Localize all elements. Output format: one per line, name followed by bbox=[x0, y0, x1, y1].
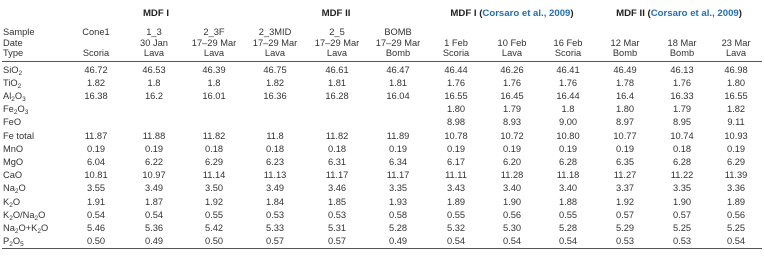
table-cell: 1.82 bbox=[86, 77, 106, 88]
row-label-part: O+K bbox=[18, 222, 38, 233]
table-cell: 0.53 bbox=[596, 235, 654, 249]
table-cell: 5.46 bbox=[86, 222, 106, 233]
table-cell: 1.76 bbox=[558, 77, 578, 88]
table-cell: 0.18 bbox=[265, 143, 285, 154]
table-cell: 0.18 bbox=[672, 143, 692, 154]
table-cell: 8.98 bbox=[446, 117, 466, 128]
table-cell: 9.00 bbox=[558, 117, 578, 128]
table-cell: 6.29 bbox=[726, 156, 746, 167]
header-cell: Scoria bbox=[68, 48, 124, 61]
table-cell: 1.90 bbox=[502, 196, 522, 207]
table-cell: 0.57 bbox=[615, 209, 635, 220]
table-cell: 0.50 bbox=[184, 235, 244, 249]
header-cell bbox=[484, 24, 540, 38]
table-cell bbox=[124, 116, 184, 129]
table-cell bbox=[306, 116, 368, 129]
header-cell bbox=[654, 24, 710, 38]
row-label bbox=[2, 61, 68, 77]
table-cell: 1.90 bbox=[672, 196, 692, 207]
table-cell: 0.57 bbox=[244, 235, 306, 249]
row-label-part: SiO bbox=[3, 64, 19, 75]
table-cell: 5.36 bbox=[144, 222, 164, 233]
table-cell: 16.01 bbox=[202, 90, 226, 101]
row-label-part: O bbox=[17, 104, 25, 115]
table-row bbox=[2, 235, 762, 249]
table-cell bbox=[368, 103, 428, 116]
header-cell: Bomb bbox=[596, 48, 654, 61]
header-cell bbox=[710, 24, 762, 38]
table-cell: 46.13 bbox=[670, 64, 694, 75]
row-label-part: Fe total bbox=[3, 130, 35, 141]
table-cell: 1.89 bbox=[446, 196, 466, 207]
table-cell: 10.72 bbox=[500, 130, 524, 141]
table-cell: 16.55 bbox=[724, 90, 748, 101]
row-label-part: 2 bbox=[34, 214, 39, 222]
row-label bbox=[2, 143, 68, 156]
table-row bbox=[2, 77, 762, 90]
table-cell: 11.17 bbox=[325, 170, 349, 181]
row-label-part: 2 bbox=[11, 95, 15, 103]
table-cell: 1.88 bbox=[558, 196, 578, 207]
table-cell: 0.54 bbox=[86, 209, 106, 220]
table-cell: 3.35 bbox=[388, 183, 408, 194]
table-cell: 5.30 bbox=[502, 222, 522, 233]
table-cell: 6.31 bbox=[327, 156, 347, 167]
row-label-part: Al bbox=[3, 90, 12, 101]
table-row bbox=[2, 61, 762, 77]
table-cell: 10.77 bbox=[613, 130, 637, 141]
table-cell: 10.93 bbox=[724, 130, 748, 141]
group-header-mdf1-corsaro-lead: MDF I ( bbox=[450, 7, 483, 19]
header-cell bbox=[540, 24, 596, 38]
row-label bbox=[2, 169, 68, 182]
group-header-mdf2: MDF II bbox=[321, 7, 351, 19]
header-row bbox=[2, 38, 762, 49]
table-cell: 16.04 bbox=[386, 90, 410, 101]
table-cell: 1.87 bbox=[144, 196, 164, 207]
row-label bbox=[2, 116, 68, 129]
table-cell: 0.19 bbox=[502, 143, 522, 154]
table-cell bbox=[184, 116, 244, 129]
table-cell: 3.40 bbox=[558, 183, 578, 194]
row-label-part: 2 bbox=[9, 214, 13, 222]
table-cell: 11.82 bbox=[325, 130, 349, 141]
row-label-part: O bbox=[41, 222, 49, 233]
table-cell: 1.76 bbox=[502, 77, 522, 88]
table-cell: 1.92 bbox=[204, 196, 224, 207]
table-cell: 0.56 bbox=[726, 209, 746, 220]
table-cell: 11.82 bbox=[202, 130, 226, 141]
header-cell: Lava bbox=[124, 48, 184, 61]
header-cell bbox=[68, 38, 124, 49]
table-cell: 0.57 bbox=[306, 235, 368, 249]
table-cell: 0.55 bbox=[446, 209, 466, 220]
group-header-mdf1-corsaro-tail: ) bbox=[570, 7, 574, 19]
table-cell: 0.18 bbox=[204, 143, 224, 154]
header-cell: 30 Jan bbox=[140, 37, 168, 48]
row-label-part: Na bbox=[3, 183, 15, 194]
table-cell: 0.53 bbox=[654, 235, 710, 249]
group-header-mdf1: MDF I bbox=[142, 7, 170, 19]
table-cell: 0.19 bbox=[86, 143, 106, 154]
row-label bbox=[2, 90, 68, 103]
header-cell: 10 Feb bbox=[497, 37, 527, 48]
table-cell: 11.27 bbox=[613, 170, 637, 181]
table-cell: 10.81 bbox=[84, 170, 108, 181]
table-header-rows bbox=[2, 24, 762, 61]
table-cell: 1.78 bbox=[615, 77, 635, 88]
header-cell: 12 Mar bbox=[610, 37, 640, 48]
header-cell: Bomb bbox=[368, 48, 428, 61]
header-cell: 18 Mar bbox=[667, 37, 697, 48]
table-cell: 6.35 bbox=[615, 156, 635, 167]
table-cell: 11.14 bbox=[202, 170, 226, 181]
table-cell: 6.17 bbox=[446, 156, 466, 167]
table-cell: 16.44 bbox=[556, 90, 580, 101]
geochemistry-table bbox=[2, 2, 762, 249]
table-cell: 11.89 bbox=[386, 130, 410, 141]
header-row-label: Type bbox=[2, 48, 68, 61]
table-cell: 16.4 bbox=[615, 90, 635, 101]
table-cell: 0.54 bbox=[540, 235, 596, 249]
row-label bbox=[2, 156, 68, 169]
table-cell: 10.74 bbox=[670, 130, 694, 141]
header-cell: 17–29 Mar bbox=[252, 37, 298, 48]
header-cell: 17–29 Mar bbox=[314, 37, 360, 48]
table-cell: 3.55 bbox=[86, 183, 106, 194]
table-cell: 0.50 bbox=[68, 235, 124, 249]
row-label-part: O/Na bbox=[12, 209, 35, 220]
table-cell: 9.11 bbox=[727, 117, 745, 128]
table-cell: 11.28 bbox=[500, 170, 524, 181]
row-label-part: TiO bbox=[3, 77, 18, 88]
table-cell: 0.53 bbox=[327, 209, 347, 220]
table-cell: 3.36 bbox=[726, 183, 746, 194]
table-cell: 8.97 bbox=[615, 117, 635, 128]
row-label-part: O bbox=[12, 236, 21, 247]
header-cell: BOMB bbox=[384, 27, 412, 37]
table-cell: 3.49 bbox=[265, 183, 285, 194]
row-label-part: MnO bbox=[3, 143, 24, 154]
table-cell: 16.38 bbox=[84, 90, 108, 101]
row-label-part: K bbox=[3, 196, 10, 207]
corsaro-reference-link[interactable]: Corsaro et al., 2009 bbox=[650, 7, 739, 19]
table-cell bbox=[306, 103, 368, 116]
table-cell: 1.89 bbox=[726, 196, 746, 207]
header-cell: Lava bbox=[710, 48, 762, 61]
table-cell: 3.50 bbox=[204, 183, 224, 194]
table-row bbox=[2, 169, 762, 182]
table-cell: 0.19 bbox=[144, 143, 164, 154]
table-row bbox=[2, 90, 762, 103]
table-cell: 1.80 bbox=[615, 104, 635, 115]
table-cell: 16.55 bbox=[444, 90, 468, 101]
table-cell: 46.98 bbox=[724, 64, 748, 75]
table-row bbox=[2, 130, 762, 143]
table-cell: 1.93 bbox=[388, 196, 408, 207]
table-cell: 16.45 bbox=[500, 90, 524, 101]
header-cell: 2_3F bbox=[203, 27, 225, 37]
table-cell: 11.39 bbox=[724, 170, 748, 181]
table-cell: 1.76 bbox=[446, 77, 466, 88]
row-label-part: 2 bbox=[14, 188, 19, 196]
table-cell bbox=[244, 116, 306, 129]
header-cell: Scoria bbox=[428, 48, 484, 61]
table-row bbox=[2, 156, 762, 169]
table-cell: 5.31 bbox=[327, 222, 347, 233]
table-cell: 0.19 bbox=[388, 143, 408, 154]
table-cell: 46.61 bbox=[325, 64, 349, 75]
table-cell: 0.19 bbox=[558, 143, 578, 154]
table-cell: 1.8 bbox=[561, 104, 575, 115]
table-cell: 0.54 bbox=[144, 209, 164, 220]
header-cell: 2_5 bbox=[329, 27, 345, 37]
table-cell: 1.81 bbox=[388, 77, 408, 88]
header-cell: 1 Feb bbox=[444, 37, 468, 48]
table-cell bbox=[368, 116, 428, 129]
table-cell: 11.18 bbox=[556, 170, 580, 181]
row-label-part: 2 bbox=[9, 201, 13, 209]
header-row bbox=[2, 24, 762, 38]
table-data-rows bbox=[2, 61, 762, 249]
table-cell: 11.87 bbox=[84, 130, 108, 141]
group-header-mdf2-corsaro-tail: ) bbox=[738, 7, 742, 19]
table-cell: 1.79 bbox=[672, 104, 692, 115]
table-row bbox=[2, 116, 762, 129]
header-cell: Lava bbox=[484, 48, 540, 61]
table-cell: 0.54 bbox=[428, 235, 484, 249]
row-label-part: O bbox=[14, 90, 23, 101]
table-cell: 6.29 bbox=[204, 156, 224, 167]
table-cell: 0.58 bbox=[388, 209, 408, 220]
header-cell: 23 Mar bbox=[721, 37, 751, 48]
table-cell bbox=[68, 116, 124, 129]
table-cell: 10.80 bbox=[556, 130, 580, 141]
table-cell: 1.91 bbox=[86, 196, 106, 207]
group-header-mdf2-corsaro bbox=[596, 2, 762, 24]
row-label-part: 2 bbox=[37, 227, 42, 235]
table-cell: 0.56 bbox=[502, 209, 522, 220]
table-cell: 46.44 bbox=[444, 64, 468, 75]
row-label bbox=[2, 209, 68, 222]
header-cell bbox=[596, 24, 654, 38]
row-label bbox=[2, 130, 68, 143]
table-cell: 1.80 bbox=[446, 104, 466, 115]
table-cell: 0.49 bbox=[124, 235, 184, 249]
table-cell: 1.82 bbox=[265, 77, 285, 88]
table-cell: 11.17 bbox=[386, 170, 410, 181]
table-cell: 1.79 bbox=[502, 104, 522, 115]
row-label-part: K bbox=[3, 209, 10, 220]
row-label-part: FeO bbox=[3, 117, 22, 128]
row-label-part: 2 bbox=[14, 227, 19, 235]
row-label bbox=[2, 222, 68, 235]
table-cell bbox=[244, 103, 306, 116]
table-cell: 46.47 bbox=[386, 64, 410, 75]
table-cell: 5.28 bbox=[558, 222, 578, 233]
group-header-mdf1-corsaro bbox=[428, 2, 596, 24]
table-cell: 0.57 bbox=[672, 209, 692, 220]
table-cell: 6.28 bbox=[558, 156, 578, 167]
row-label-part: CaO bbox=[3, 170, 23, 181]
table-cell: 0.19 bbox=[615, 143, 635, 154]
table-cell: 5.28 bbox=[388, 222, 408, 233]
group-header-blank bbox=[2, 2, 68, 24]
header-cell: Lava bbox=[306, 48, 368, 61]
table-cell: 5.32 bbox=[446, 222, 466, 233]
table-cell: 10.97 bbox=[142, 170, 166, 181]
header-cell: 2_3MID bbox=[258, 27, 292, 37]
row-label-part: Na bbox=[3, 222, 15, 233]
table-cell bbox=[68, 103, 124, 116]
table-cell: 0.19 bbox=[446, 143, 466, 154]
row-label-part: O bbox=[38, 209, 46, 220]
header-cell: 16 Feb bbox=[553, 37, 583, 48]
table-cell: 46.53 bbox=[142, 64, 166, 75]
table-row bbox=[2, 222, 762, 235]
table-cell: 0.18 bbox=[327, 143, 347, 154]
header-cell: Cone1 bbox=[82, 27, 110, 37]
table-cell: 0.19 bbox=[726, 143, 746, 154]
table-cell: 16.36 bbox=[263, 90, 287, 101]
row-label-part: 3 bbox=[22, 95, 26, 103]
table-cell: 3.43 bbox=[446, 183, 466, 194]
row-label-part: 5 bbox=[20, 241, 24, 249]
row-label bbox=[2, 182, 68, 195]
table-cell: 5.33 bbox=[265, 222, 285, 233]
table-cell: 5.42 bbox=[204, 222, 224, 233]
table-row bbox=[2, 103, 762, 116]
row-label-part: 2 bbox=[18, 69, 23, 77]
table-cell bbox=[184, 103, 244, 116]
table-cell: 8.95 bbox=[672, 117, 692, 128]
table-row bbox=[2, 182, 762, 195]
table-cell: 1.8 bbox=[147, 77, 161, 88]
row-label bbox=[2, 235, 68, 249]
corsaro-reference-link[interactable]: Corsaro et al., 2009 bbox=[482, 7, 571, 19]
table-cell: 1.8 bbox=[207, 77, 221, 88]
table-cell: 0.54 bbox=[710, 235, 762, 249]
table-cell: 10.78 bbox=[444, 130, 468, 141]
table-row bbox=[2, 196, 762, 209]
header-cell: Bomb bbox=[654, 48, 710, 61]
table-cell: 16.2 bbox=[144, 90, 164, 101]
row-label-part: Fe bbox=[3, 104, 14, 115]
table-cell: 3.46 bbox=[327, 183, 347, 194]
table-cell: 5.25 bbox=[672, 222, 692, 233]
row-label-part: O bbox=[12, 196, 21, 207]
row-label-part: 2 bbox=[13, 109, 18, 117]
row-label-part: 2 bbox=[17, 82, 22, 90]
table-cell: 46.41 bbox=[556, 64, 580, 75]
row-label-part: MgO bbox=[3, 156, 24, 167]
row-label-part: 3 bbox=[24, 109, 29, 117]
table-cell: 16.28 bbox=[325, 90, 349, 101]
table-cell: 46.72 bbox=[84, 64, 108, 75]
header-cell: Lava bbox=[184, 48, 244, 61]
row-label bbox=[2, 103, 68, 116]
row-label-part: 2 bbox=[9, 241, 13, 249]
table-cell: 1.81 bbox=[327, 77, 347, 88]
table-cell: 46.26 bbox=[500, 64, 524, 75]
row-label-part: P bbox=[3, 236, 10, 247]
table-cell: 5.29 bbox=[615, 222, 635, 233]
header-cell: 1_3 bbox=[146, 27, 162, 37]
table-cell: 1.84 bbox=[265, 196, 285, 207]
group-header-mdf2-corsaro-lead: MDF II ( bbox=[616, 7, 651, 19]
header-row bbox=[2, 48, 762, 61]
header-cell bbox=[428, 24, 484, 38]
table-cell: 11.13 bbox=[263, 170, 287, 181]
table-cell: 1.92 bbox=[615, 196, 635, 207]
table-cell: 6.34 bbox=[388, 156, 408, 167]
table-cell: 0.55 bbox=[558, 209, 578, 220]
table-cell: 6.20 bbox=[502, 156, 522, 167]
table-row bbox=[2, 143, 762, 156]
table-cell: 1.80 bbox=[726, 77, 746, 88]
header-cell: 17–29 Mar bbox=[375, 37, 421, 48]
table-cell: 3.40 bbox=[502, 183, 522, 194]
table-cell: 3.49 bbox=[144, 183, 164, 194]
table-cell: 1.85 bbox=[327, 196, 347, 207]
header-cell: Lava bbox=[244, 48, 306, 61]
table-cell: 3.35 bbox=[672, 183, 692, 194]
table-cell: 6.22 bbox=[144, 156, 164, 167]
table-cell: 11.22 bbox=[670, 170, 694, 181]
group-header-row bbox=[2, 2, 762, 24]
table-cell: 11.8 bbox=[266, 130, 284, 141]
table-cell bbox=[124, 103, 184, 116]
row-label bbox=[2, 196, 68, 209]
header-row-label: Sample bbox=[3, 27, 35, 37]
header-row-label: Date bbox=[3, 37, 23, 48]
table-cell: 1.76 bbox=[672, 77, 692, 88]
table-cell: 1.82 bbox=[726, 104, 746, 115]
header-cell: 17–29 Mar bbox=[191, 37, 237, 48]
table-cell: 0.53 bbox=[265, 209, 285, 220]
table-cell: 5.25 bbox=[726, 222, 746, 233]
row-label bbox=[2, 77, 68, 90]
table-cell: 0.54 bbox=[484, 235, 540, 249]
table-cell: 0.49 bbox=[368, 235, 428, 249]
table-row bbox=[2, 209, 762, 222]
header-cell: Scoria bbox=[540, 48, 596, 61]
table-cell: 8.93 bbox=[502, 117, 522, 128]
table-cell: 6.23 bbox=[265, 156, 285, 167]
table-cell: 3.37 bbox=[615, 183, 635, 194]
table-cell: 46.49 bbox=[613, 64, 637, 75]
table-cell: 11.88 bbox=[142, 130, 166, 141]
table-cell: 16.33 bbox=[670, 90, 694, 101]
row-label-part: O bbox=[18, 183, 26, 194]
table-cell: 46.75 bbox=[263, 64, 287, 75]
table-cell: 0.55 bbox=[204, 209, 224, 220]
table-cell: 6.28 bbox=[672, 156, 692, 167]
table-cell: 11.11 bbox=[445, 170, 467, 181]
table-cell: 6.04 bbox=[86, 156, 106, 167]
table-cell: 46.39 bbox=[202, 64, 226, 75]
